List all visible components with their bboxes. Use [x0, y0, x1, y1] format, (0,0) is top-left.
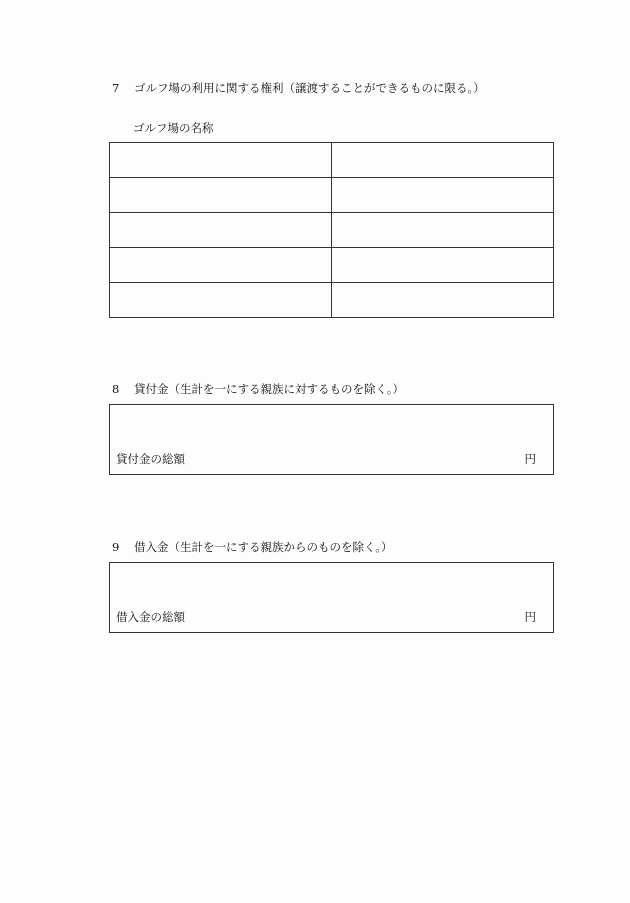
- section-8-heading: [112, 381, 404, 397]
- golf-course-name-label: ゴルフ場の名称: [133, 121, 214, 135]
- section-9-number: 9: [112, 540, 120, 554]
- golf-detail-cell[interactable]: [332, 178, 554, 213]
- section-9-heading: [112, 539, 393, 555]
- section-7-heading: [112, 80, 485, 96]
- golf-detail-cell[interactable]: [332, 213, 554, 248]
- golf-course-table: [109, 142, 554, 318]
- section-8-title: 貸付金（生計を一にする親族に対するものを除く。）: [134, 382, 405, 396]
- borrowings-box[interactable]: [109, 562, 554, 633]
- section-8-number: 8: [112, 382, 120, 396]
- golf-name-cell[interactable]: [110, 213, 332, 248]
- table-row: [110, 178, 554, 213]
- loans-receivable-box[interactable]: [109, 404, 554, 475]
- yen-unit: 円: [524, 452, 536, 466]
- golf-detail-cell[interactable]: [332, 248, 554, 283]
- section-7-title: ゴルフ場の利用に関する権利（譲渡することができるものに限る。）: [134, 81, 485, 95]
- section-9-title: 借入金（生計を一にする親族からのものを除く。）: [134, 540, 393, 554]
- table-row: [110, 213, 554, 248]
- golf-name-cell[interactable]: [110, 283, 332, 318]
- section-7-number: 7: [112, 81, 120, 95]
- table-row: [110, 283, 554, 318]
- golf-detail-cell[interactable]: [332, 283, 554, 318]
- borrowings-total-label: 借入金の総額: [116, 610, 185, 624]
- table-row: [110, 248, 554, 283]
- table-row: [110, 143, 554, 178]
- golf-detail-cell[interactable]: [332, 143, 554, 178]
- golf-name-cell[interactable]: [110, 248, 332, 283]
- loans-receivable-total-label: 貸付金の総額: [116, 452, 185, 466]
- golf-name-cell[interactable]: [110, 143, 332, 178]
- golf-name-cell[interactable]: [110, 178, 332, 213]
- yen-unit: 円: [524, 610, 536, 624]
